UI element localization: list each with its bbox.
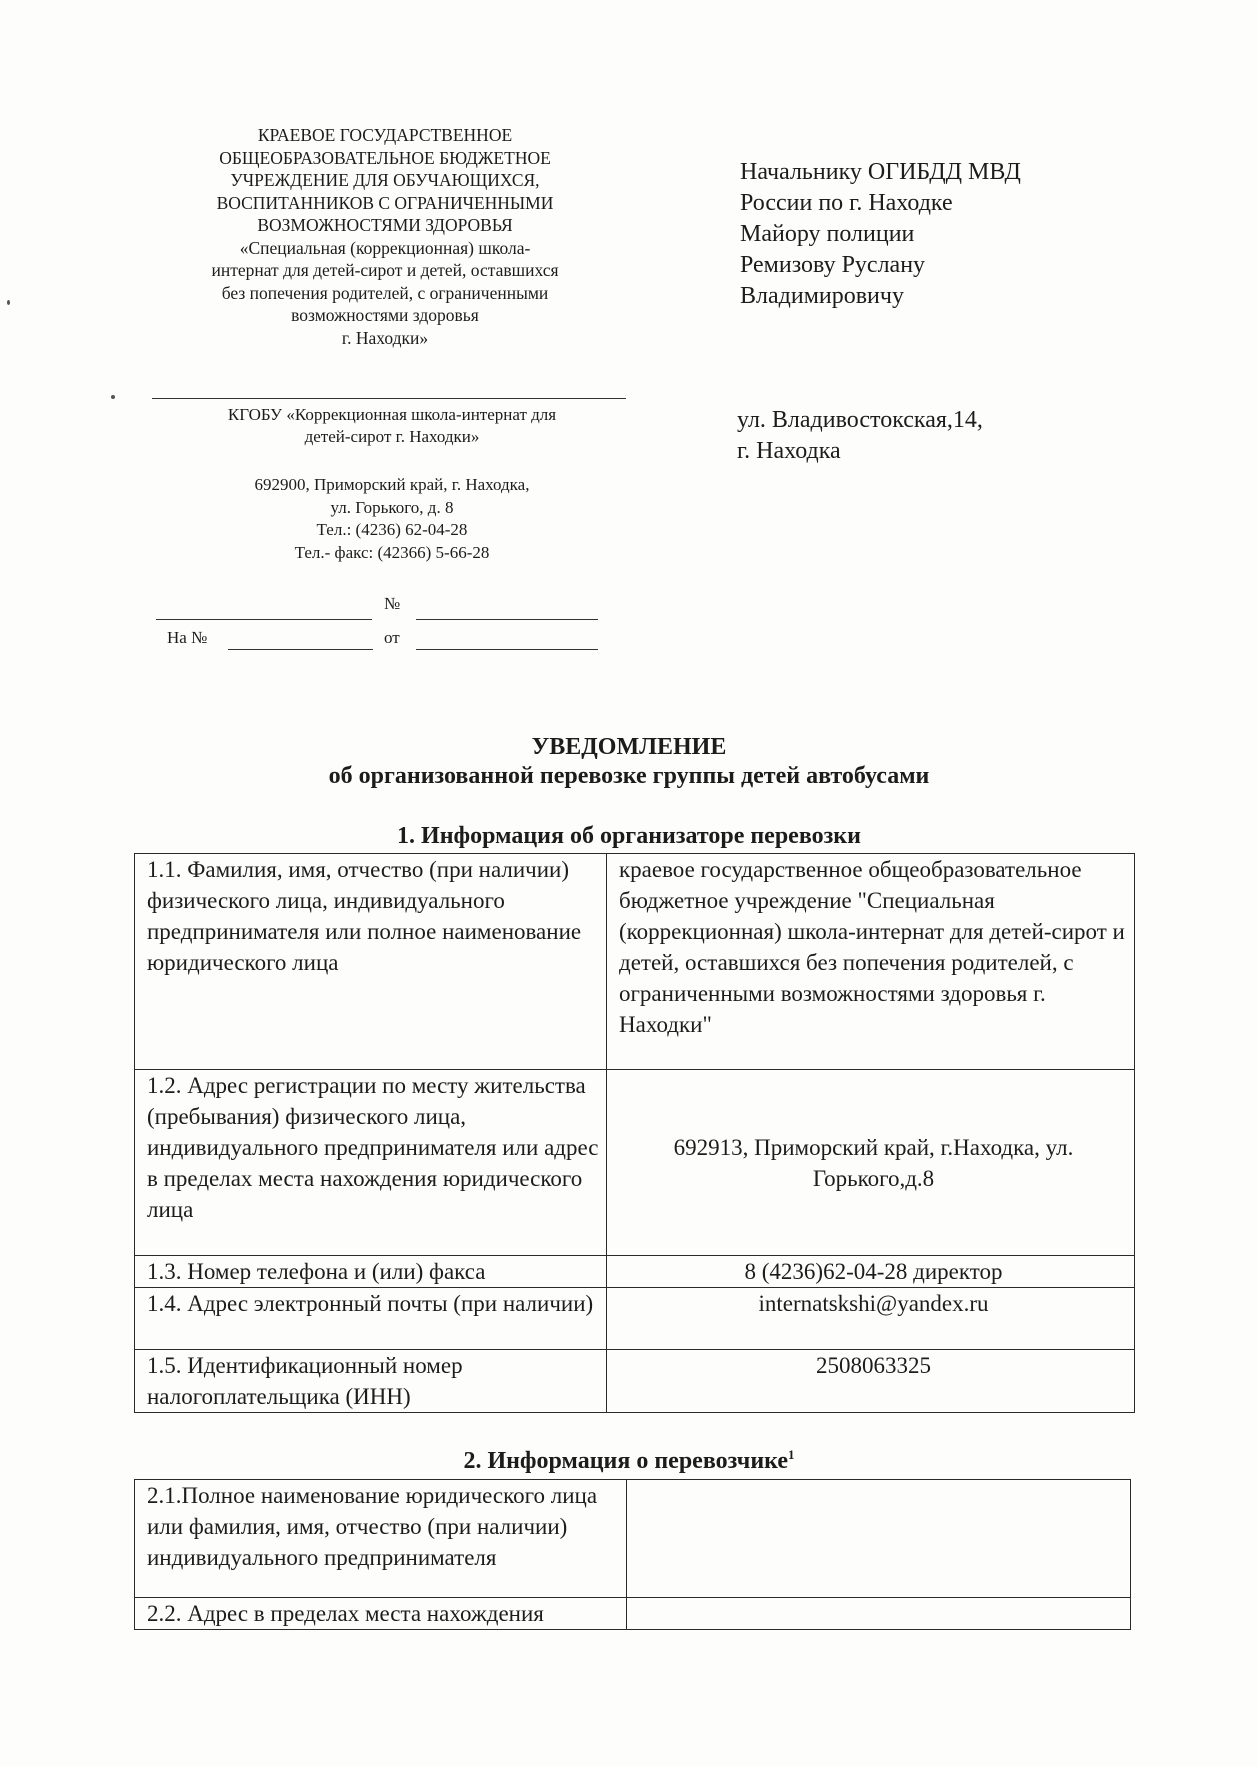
row-label: 2.2. Адрес в пределах места нахождения xyxy=(135,1598,627,1630)
short-name-line: детей-сирот г. Находки» xyxy=(304,427,480,446)
address-line: 692900, Приморский край, г. Находка, xyxy=(254,475,530,494)
addressee-address xyxy=(737,405,983,467)
section1-heading: 1. Информация об организаторе перевозки xyxy=(397,823,861,849)
addressee-line: Ремизову Руслану xyxy=(740,252,926,278)
short-name-line: КГОБУ «Коррекционная школа-интернат для xyxy=(227,405,557,424)
table-row xyxy=(135,1256,1135,1288)
scan-speck xyxy=(111,395,115,399)
header-divider xyxy=(152,398,626,399)
section2-heading-text: 2. Информация о перевозчике xyxy=(463,1448,789,1474)
org-line: интернат для детей-сирот и детей, оставшихся xyxy=(211,260,559,280)
table-row xyxy=(135,1350,1135,1413)
address-line: Тел.- факс: (42366) 5-66-28 xyxy=(294,542,490,562)
row-value: краевое государственное общеобразовательное бюджетное учреждение "Специальная (коррекционная) школа-интернат для детей-сирот и детей, оставшихся без попечения родителей, с ограниченными возможностями здоровья г. Находки" xyxy=(607,854,1135,1070)
table-row xyxy=(135,1598,1131,1630)
row-label: 2.1.Полное наименование юридического лица или фамилия, имя, отчество (при наличии) индивидуального предпринимателя xyxy=(135,1480,627,1598)
org-line: г. Находки» xyxy=(341,327,429,348)
row-value: 8 (4236)62-04-28 директор xyxy=(607,1256,1135,1288)
row-label: 1.4. Адрес электронный почты (при наличии) xyxy=(135,1288,607,1350)
org-line: КРАЕВОЕ ГОСУДАРСТВЕННОЕ xyxy=(257,125,513,145)
addressee-line: Майору полиции xyxy=(740,221,915,247)
org-address xyxy=(165,474,619,564)
addressee-line: России по г. Находке xyxy=(740,190,953,216)
outgoing-number-field[interactable] xyxy=(416,619,598,620)
addressee-line: Владимировичу xyxy=(740,283,904,309)
document-subtitle: об организованной перевозке группы детей автобусами xyxy=(328,763,930,789)
address-line: Тел.: (4236) 62-04-28 xyxy=(316,520,468,539)
row-value[interactable] xyxy=(627,1480,1131,1598)
addressee-address-line: ул. Владивостокская,14, xyxy=(737,407,983,433)
organizer-info-table xyxy=(134,853,1135,1413)
row-label: 1.1. Фамилия, имя, отчество (при наличии) физического лица, индивидуального предпринимателя или полное наименование юридического лица xyxy=(135,854,607,1070)
section2-heading xyxy=(0,1448,1258,1475)
footnote-mark: 1 xyxy=(788,1447,795,1462)
ref-number-label: На № xyxy=(167,628,208,647)
ref-date-label: от xyxy=(384,628,400,647)
org-line: без попечения родителей, с ограниченными xyxy=(221,282,549,303)
table-row xyxy=(135,1070,1135,1256)
row-label: 1.2. Адрес регистрации по месту жительства (пребывания) физического лица, индивидуального предпринимателя или адрес в пределах места нахождения юридического лица xyxy=(135,1070,607,1256)
org-line: ВОСПИТАННИКОВ С ОГРАНИЧЕННЫМИ xyxy=(216,192,554,213)
org-line: ВОЗМОЖНОСТЯМИ ЗДОРОВЬЯ xyxy=(257,215,513,235)
outgoing-date-field[interactable] xyxy=(156,619,372,620)
document-title: УВЕДОМЛЕНИЕ xyxy=(531,734,727,760)
org-line: ОБЩЕОБРАЗОВАТЕЛЬНОЕ БЮДЖЕТНОЕ xyxy=(219,147,551,168)
row-label: 1.3. Номер телефона и (или) факса xyxy=(135,1256,607,1288)
scan-speck xyxy=(7,300,10,305)
table-row xyxy=(135,854,1135,1070)
row-value: 692913, Приморский край, г.Находка, ул. Горького,д.8 xyxy=(607,1070,1135,1256)
address-line: ул. Горького, д. 8 xyxy=(330,497,454,517)
ref-number-field[interactable] xyxy=(228,649,373,650)
row-value: 2508063325 xyxy=(607,1350,1135,1413)
addressee-address-line: г. Находка xyxy=(737,438,841,464)
organization-name-block xyxy=(145,124,625,349)
org-short-name xyxy=(165,404,619,448)
number-sign: № xyxy=(384,594,401,613)
addressee-line: Начальнику ОГИБДД МВД xyxy=(740,159,1021,185)
row-value: internatskshi@yandex.ru xyxy=(607,1288,1135,1350)
table-row xyxy=(135,1480,1131,1598)
org-line: УЧРЕЖДЕНИЕ ДЛЯ ОБУЧАЮЩИХСЯ, xyxy=(230,170,540,190)
carrier-info-table xyxy=(134,1479,1131,1630)
row-value[interactable] xyxy=(627,1598,1131,1630)
table-row xyxy=(135,1288,1135,1350)
row-label: 1.5. Идентификационный номер налогоплательщика (ИНН) xyxy=(135,1350,607,1413)
org-line: возможностями здоровья xyxy=(291,305,479,325)
org-line: «Специальная (коррекционная) школа- xyxy=(239,237,531,258)
addressee-block xyxy=(740,157,1021,312)
ref-date-field[interactable] xyxy=(416,649,598,650)
